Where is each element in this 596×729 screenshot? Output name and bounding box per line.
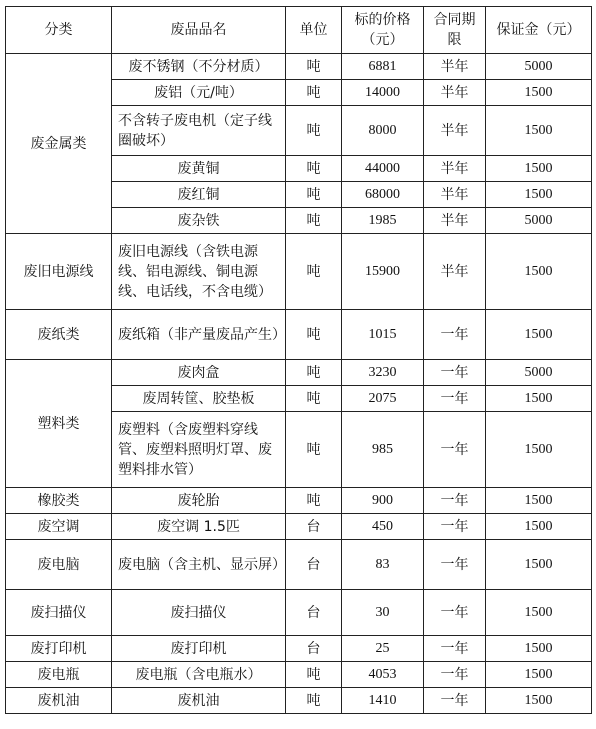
price-cell: 6881	[342, 54, 424, 80]
waste-price-table	[5, 6, 592, 714]
deposit-cell: 1500	[486, 156, 592, 182]
deposit-cell: 1500	[486, 662, 592, 688]
item-name-cell: 废肉盒	[112, 360, 286, 386]
deposit-cell: 1500	[486, 234, 592, 310]
unit-cell: 台	[286, 590, 342, 636]
term-cell: 一年	[424, 636, 486, 662]
price-cell: 900	[342, 488, 424, 514]
term-cell: 半年	[424, 54, 486, 80]
item-name-cell: 废黄铜	[112, 156, 286, 182]
item-name-cell: 废电脑（含主机、显示屏）	[112, 540, 286, 590]
item-name-cell: 废扫描仪	[112, 590, 286, 636]
item-name-cell: 废空调 1.5匹	[112, 514, 286, 540]
term-cell: 一年	[424, 386, 486, 412]
unit-cell: 吨	[286, 488, 342, 514]
unit-cell: 吨	[286, 208, 342, 234]
table-row	[6, 488, 592, 514]
item-name-cell: 废塑料（含废塑料穿线管、废塑料照明灯罩、废塑料排水管）	[112, 412, 286, 488]
deposit-cell: 1500	[486, 386, 592, 412]
term-cell: 半年	[424, 106, 486, 156]
price-cell: 83	[342, 540, 424, 590]
category-cell: 废纸类	[6, 310, 112, 360]
unit-cell: 吨	[286, 156, 342, 182]
table-row	[6, 540, 592, 590]
category-cell: 废电脑	[6, 540, 112, 590]
price-cell: 15900	[342, 234, 424, 310]
header-category: 分类	[6, 7, 112, 54]
term-cell: 半年	[424, 182, 486, 208]
deposit-cell: 1500	[486, 106, 592, 156]
item-name-cell: 废旧电源线（含铁电源线、铝电源线、铜电源线、电话线，不含电缆）	[112, 234, 286, 310]
price-cell: 985	[342, 412, 424, 488]
deposit-cell: 1500	[486, 540, 592, 590]
unit-cell: 吨	[286, 80, 342, 106]
price-cell: 450	[342, 514, 424, 540]
item-name-cell: 废打印机	[112, 636, 286, 662]
table-row	[6, 636, 592, 662]
deposit-cell: 1500	[486, 688, 592, 714]
category-cell: 废扫描仪	[6, 590, 112, 636]
unit-cell: 吨	[286, 182, 342, 208]
deposit-cell: 1500	[486, 310, 592, 360]
term-cell: 一年	[424, 688, 486, 714]
item-name-cell: 不含转子废电机（定子线圈破坏）	[112, 106, 286, 156]
term-cell: 一年	[424, 590, 486, 636]
header-term: 合同期限	[424, 7, 486, 54]
deposit-cell: 1500	[486, 80, 592, 106]
category-cell: 废金属类	[6, 54, 112, 234]
unit-cell: 吨	[286, 386, 342, 412]
item-name-cell: 废铝（元/吨）	[112, 80, 286, 106]
term-cell: 一年	[424, 412, 486, 488]
category-cell: 废电瓶	[6, 662, 112, 688]
deposit-cell: 1500	[486, 488, 592, 514]
price-cell: 25	[342, 636, 424, 662]
category-cell: 废打印机	[6, 636, 112, 662]
term-cell: 一年	[424, 662, 486, 688]
deposit-cell: 5000	[486, 208, 592, 234]
item-name-cell: 废纸箱（非产量废品产生）	[112, 310, 286, 360]
price-cell: 14000	[342, 80, 424, 106]
header-unit: 单位	[286, 7, 342, 54]
price-cell: 30	[342, 590, 424, 636]
item-name-cell: 废杂铁	[112, 208, 286, 234]
term-cell: 半年	[424, 234, 486, 310]
term-cell: 一年	[424, 514, 486, 540]
unit-cell: 吨	[286, 412, 342, 488]
term-cell: 一年	[424, 360, 486, 386]
table-row	[6, 662, 592, 688]
unit-cell: 吨	[286, 310, 342, 360]
price-cell: 1015	[342, 310, 424, 360]
item-name-cell: 废电瓶（含电瓶水）	[112, 662, 286, 688]
unit-cell: 吨	[286, 54, 342, 80]
unit-cell: 台	[286, 540, 342, 590]
price-cell: 44000	[342, 156, 424, 182]
term-cell: 一年	[424, 488, 486, 514]
table-row	[6, 514, 592, 540]
table-row	[6, 360, 592, 386]
item-name-cell: 废不锈钢（不分材质）	[112, 54, 286, 80]
unit-cell: 吨	[286, 688, 342, 714]
table-row	[6, 688, 592, 714]
table-row	[6, 54, 592, 80]
unit-cell: 吨	[286, 360, 342, 386]
table-row	[6, 234, 592, 310]
item-name-cell: 废机油	[112, 688, 286, 714]
deposit-cell: 1500	[486, 182, 592, 208]
deposit-cell: 5000	[486, 54, 592, 80]
term-cell: 半年	[424, 80, 486, 106]
category-cell: 废旧电源线	[6, 234, 112, 310]
price-cell: 8000	[342, 106, 424, 156]
deposit-cell: 1500	[486, 636, 592, 662]
unit-cell: 吨	[286, 234, 342, 310]
category-cell: 塑料类	[6, 360, 112, 488]
table-row	[6, 590, 592, 636]
price-cell: 2075	[342, 386, 424, 412]
category-cell: 废机油	[6, 688, 112, 714]
unit-cell: 台	[286, 514, 342, 540]
item-name-cell: 废红铜	[112, 182, 286, 208]
price-cell: 1985	[342, 208, 424, 234]
term-cell: 半年	[424, 208, 486, 234]
price-cell: 68000	[342, 182, 424, 208]
header-row	[6, 7, 592, 54]
unit-cell: 台	[286, 636, 342, 662]
price-cell: 3230	[342, 360, 424, 386]
deposit-cell: 1500	[486, 412, 592, 488]
item-name-cell: 废轮胎	[112, 488, 286, 514]
header-deposit: 保证金（元）	[486, 7, 592, 54]
header-item-name: 废品品名	[112, 7, 286, 54]
header-price: 标的价格（元）	[342, 7, 424, 54]
unit-cell: 吨	[286, 662, 342, 688]
deposit-cell: 1500	[486, 590, 592, 636]
price-cell: 4053	[342, 662, 424, 688]
category-cell: 废空调	[6, 514, 112, 540]
table-row	[6, 310, 592, 360]
term-cell: 一年	[424, 310, 486, 360]
term-cell: 一年	[424, 540, 486, 590]
term-cell: 半年	[424, 156, 486, 182]
deposit-cell: 1500	[486, 514, 592, 540]
price-cell: 1410	[342, 688, 424, 714]
category-cell: 橡胶类	[6, 488, 112, 514]
item-name-cell: 废周转筐、胶垫板	[112, 386, 286, 412]
deposit-cell: 5000	[486, 360, 592, 386]
unit-cell: 吨	[286, 106, 342, 156]
